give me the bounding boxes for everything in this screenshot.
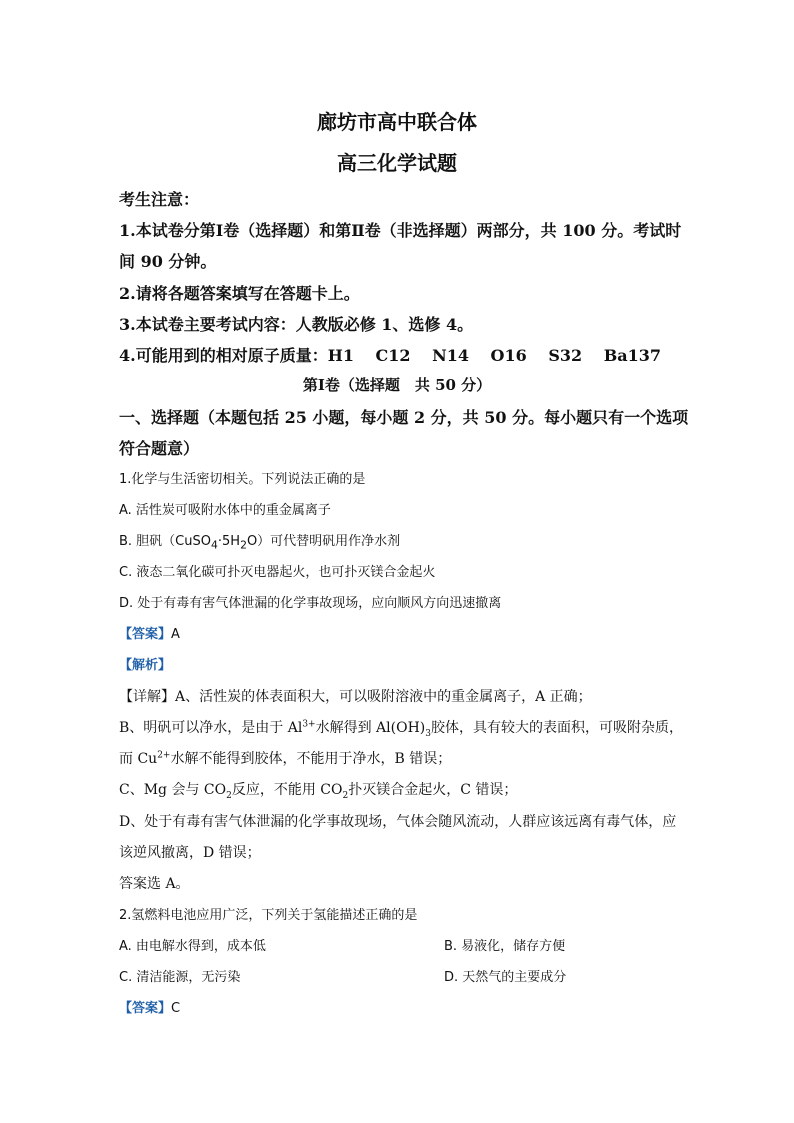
q1-detail-c: C、Mg 会与 $CO_2$反应，不能用 $CO_2$扑灭镁合金起火，C 错误； xyxy=(119,782,518,801)
q2-option-b: B. 易液化，储存方便 xyxy=(444,939,566,954)
answer-tag: 【答案】 xyxy=(119,1001,172,1016)
exam-title: 高三化学试题 xyxy=(337,151,457,175)
q1-option-a: A. 活性炭可吸附水体中的重金属离子 xyxy=(119,503,331,518)
q1-detail-d-line-2: 该逆风撤离，D 错误； xyxy=(119,845,261,861)
notice-item-1-line-2: 间 90 分钟。 xyxy=(119,252,217,271)
notice-item-2: 2.请将各题答案填写在答题卡上。 xyxy=(119,284,360,303)
notice-heading: 考生注意： xyxy=(119,190,200,209)
q1-option-c: C. 液态二氧化碳可扑灭电器起火，也可扑灭镁合金起火 xyxy=(119,565,436,580)
q1-detail-a: 【详解】A、活性炭的体表面积大，可以吸附溶液中的重金属离子，A 正确； xyxy=(119,689,592,705)
answer-tag: 【答案】 xyxy=(119,627,172,642)
notice-item-3: 3.本试卷主要考试内容：人教版必修 1、选修 4。 xyxy=(119,315,474,334)
q1-option-b: B. 胆矾$(CuSO_4\cdot 5H_2O)$可代替明矾用作净水剂 xyxy=(119,534,401,552)
section-heading-line-2: 符合题意） xyxy=(119,439,200,458)
q1-detail-d-line-1: D、处于有毒有害气体泄漏的化学事故现场，气体会随风流动，人群应该远离有毒气体，应 xyxy=(119,814,677,830)
q2-option-a: A. 由电解水得到，成本低 xyxy=(119,939,266,954)
school-title: 廊坊市高中联合体 xyxy=(317,110,477,134)
notice-item-1-line-1: 1.本试卷分第Ⅰ卷（选择题）和第Ⅱ卷（非选择题）两部分，共 100 分。考试时 xyxy=(119,221,682,240)
q1-stem: 1.化学与生活密切相关。下列说法正确的是 xyxy=(119,472,366,487)
q1-analysis-tag: 【解析】 xyxy=(119,658,172,673)
q2-option-c: C. 清洁能源，无污染 xyxy=(119,970,241,985)
notice-item-4: 4.可能用到的相对原子质量：H1 C12 N14 O16 S32 Ba137 xyxy=(119,346,662,365)
q1-detail-b-line-1: B、明矾可以净水，是由于 $Al^{3+}$水解得到 $Al(OH)_3$胶体，具有较大的表面积，可吸附杂质， xyxy=(119,719,683,739)
q1-option-d: D. 处于有毒有害气体泄漏的化学事故现场，应向顺风方向迅速撤离 xyxy=(119,596,502,611)
section-heading-line-1: 一、选择题（本题包括 25 小题，每小题 2 分，共 50 分。每小题只有一个选项 xyxy=(119,408,689,427)
q1-conclusion: 答案选 A。 xyxy=(119,876,190,892)
q1-answer: 【答案】A xyxy=(119,627,180,642)
q1-detail-b-line-2: 而 $Cu^{2+}$水解不能得到胶体，不能用于净水，B 错误； xyxy=(119,750,452,767)
q2-answer: 【答案】C xyxy=(119,1001,181,1016)
part-1-title: 第Ⅰ卷（选择题 共 50 分） xyxy=(302,376,492,394)
q2-option-d: D. 天然气的主要成分 xyxy=(444,970,567,985)
q2-stem: 2.氢燃料电池应用广泛，下列关于氢能描述正确的是 xyxy=(119,908,418,923)
